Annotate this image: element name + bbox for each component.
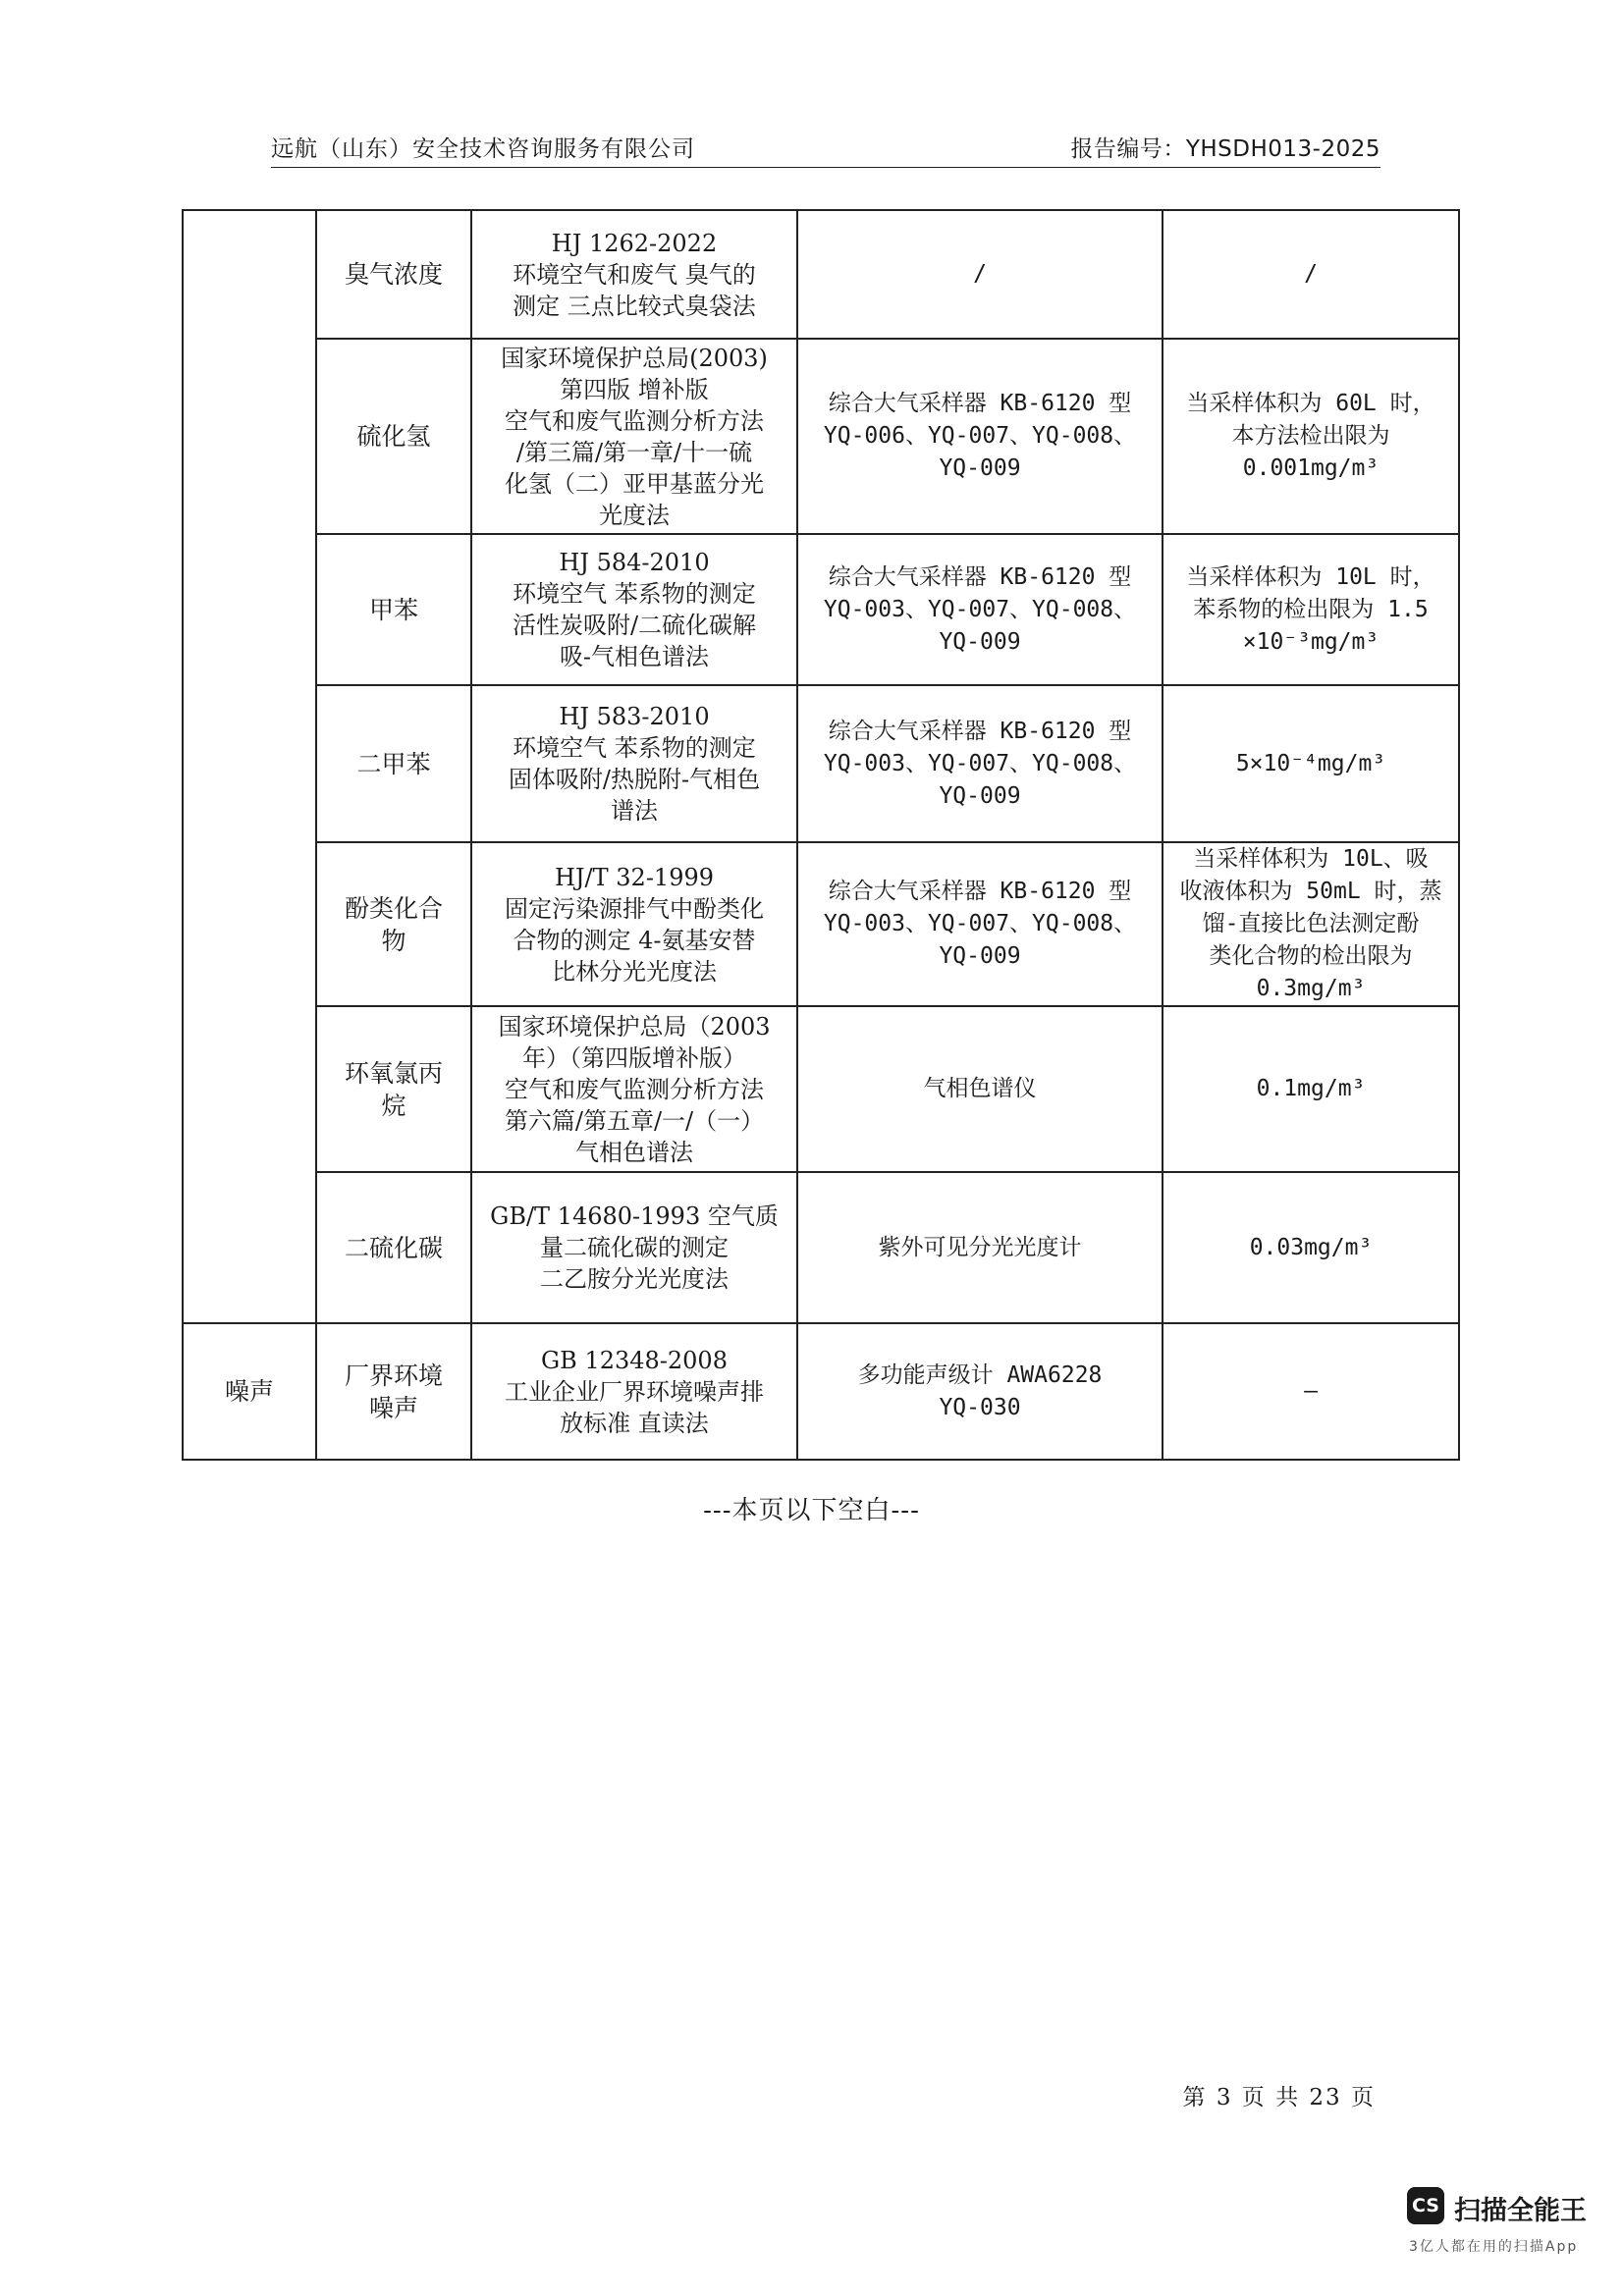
method-cell: 国家环境保护总局（2003 年）（第四版增补版） 空气和废气监测分析方法 第六篇/第五章/一/（一） 气相色谱法	[471, 1006, 797, 1172]
method-cell: GB 12348-2008 工业企业厂界环境噪声排 放标准 直读法	[471, 1323, 797, 1460]
camscanner-logo-icon: CS	[1407, 2187, 1444, 2224]
table-row	[183, 685, 1459, 842]
limit-cell: 当采样体积为 10L 时， 苯系物的检出限为 1.5 ×10⁻³mg/m³	[1163, 534, 1459, 685]
limit-cell: —	[1163, 1323, 1459, 1460]
instrument-cell: 综合大气采样器 KB-6120 型 YQ-003、YQ-007、YQ-008、 YQ-009	[797, 534, 1163, 685]
item-cell: 二甲苯	[316, 685, 471, 842]
scanner-watermark	[1407, 2187, 1613, 2285]
item-cell: 环氧氯丙 烷	[316, 1006, 471, 1172]
monitoring-methods-table	[182, 209, 1460, 1461]
limit-cell: 当采样体积为 10L、吸 收液体积为 50mL 时，蒸 馏-直接比色法测定酚 类化合物的检出限为 0.3mg/m³	[1163, 842, 1459, 1006]
method-cell: HJ 584-2010 环境空气 苯系物的测定 活性炭吸附/二硫化碳解 吸-气相色谱法	[471, 534, 797, 685]
table-row	[183, 1323, 1459, 1460]
method-cell: HJ 583-2010 环境空气 苯系物的测定 固体吸附/热脱附-气相色 谱法	[471, 685, 797, 842]
table-row	[183, 1172, 1459, 1323]
blank-page-note: ---本页以下空白---	[703, 1496, 920, 1525]
table-row	[183, 534, 1459, 685]
header-divider	[271, 167, 1380, 168]
table-row	[183, 210, 1459, 339]
instrument-cell: 气相色谱仪	[797, 1006, 1163, 1172]
limit-cell: 5×10⁻⁴mg/m³	[1163, 685, 1459, 842]
instrument-cell: 紫外可见分光光度计	[797, 1172, 1163, 1323]
table-row	[183, 1006, 1459, 1172]
instrument-cell: 综合大气采样器 KB-6120 型 YQ-003、YQ-007、YQ-008、 YQ-009	[797, 842, 1163, 1006]
page-number: 第 3 页 共 23 页	[1182, 2085, 1376, 2110]
limit-cell: 0.03mg/m³	[1163, 1172, 1459, 1323]
instrument-cell: 综合大气采样器 KB-6120 型 YQ-003、YQ-007、YQ-008、 YQ-009	[797, 685, 1163, 842]
company-name: 远航（山东）安全技术咨询服务有限公司	[271, 136, 695, 162]
instrument-cell: 多功能声级计 AWA6228 YQ-030	[797, 1323, 1163, 1460]
table-row	[183, 842, 1459, 1006]
item-cell: 厂界环境 噪声	[316, 1323, 471, 1460]
table-row	[183, 339, 1459, 534]
item-cell: 甲苯	[316, 534, 471, 685]
method-cell: HJ 1262-2022 环境空气和废气 臭气的 测定 三点比较式臭袋法	[471, 210, 797, 339]
item-cell: 二硫化碳	[316, 1172, 471, 1323]
method-cell: HJ/T 32-1999 固定污染源排气中酚类化 合物的测定 4-氨基安替 比林分光光度法	[471, 842, 797, 1006]
report-number: 报告编号：YHSDH013-2025	[1070, 136, 1380, 162]
limit-cell: 0.1mg/m³	[1163, 1006, 1459, 1172]
method-cell: 国家环境保护总局(2003) 第四版 增补版 空气和废气监测分析方法 /第三篇/第一章/十一硫 化氢（二）亚甲基蓝分光 光度法	[471, 339, 797, 534]
item-cell: 臭气浓度	[316, 210, 471, 339]
instrument-cell: 综合大气采样器 KB-6120 型 YQ-006、YQ-007、YQ-008、 YQ-009	[797, 339, 1163, 534]
item-cell: 硫化氢	[316, 339, 471, 534]
category-cell-empty	[183, 210, 316, 1323]
limit-cell: /	[1163, 210, 1459, 339]
instrument-cell: /	[797, 210, 1163, 339]
watermark-slogan: 3亿人都在用的扫描App	[1409, 2239, 1579, 2255]
item-cell: 酚类化合 物	[316, 842, 471, 1006]
method-cell: GB/T 14680-1993 空气质 量二硫化碳的测定 二乙胺分光光度法	[471, 1172, 797, 1323]
limit-cell: 当采样体积为 60L 时， 本方法检出限为 0.001mg/m³	[1163, 339, 1459, 534]
watermark-app-name: 扫描全能王	[1454, 2196, 1587, 2226]
category-cell: 噪声	[183, 1323, 316, 1460]
